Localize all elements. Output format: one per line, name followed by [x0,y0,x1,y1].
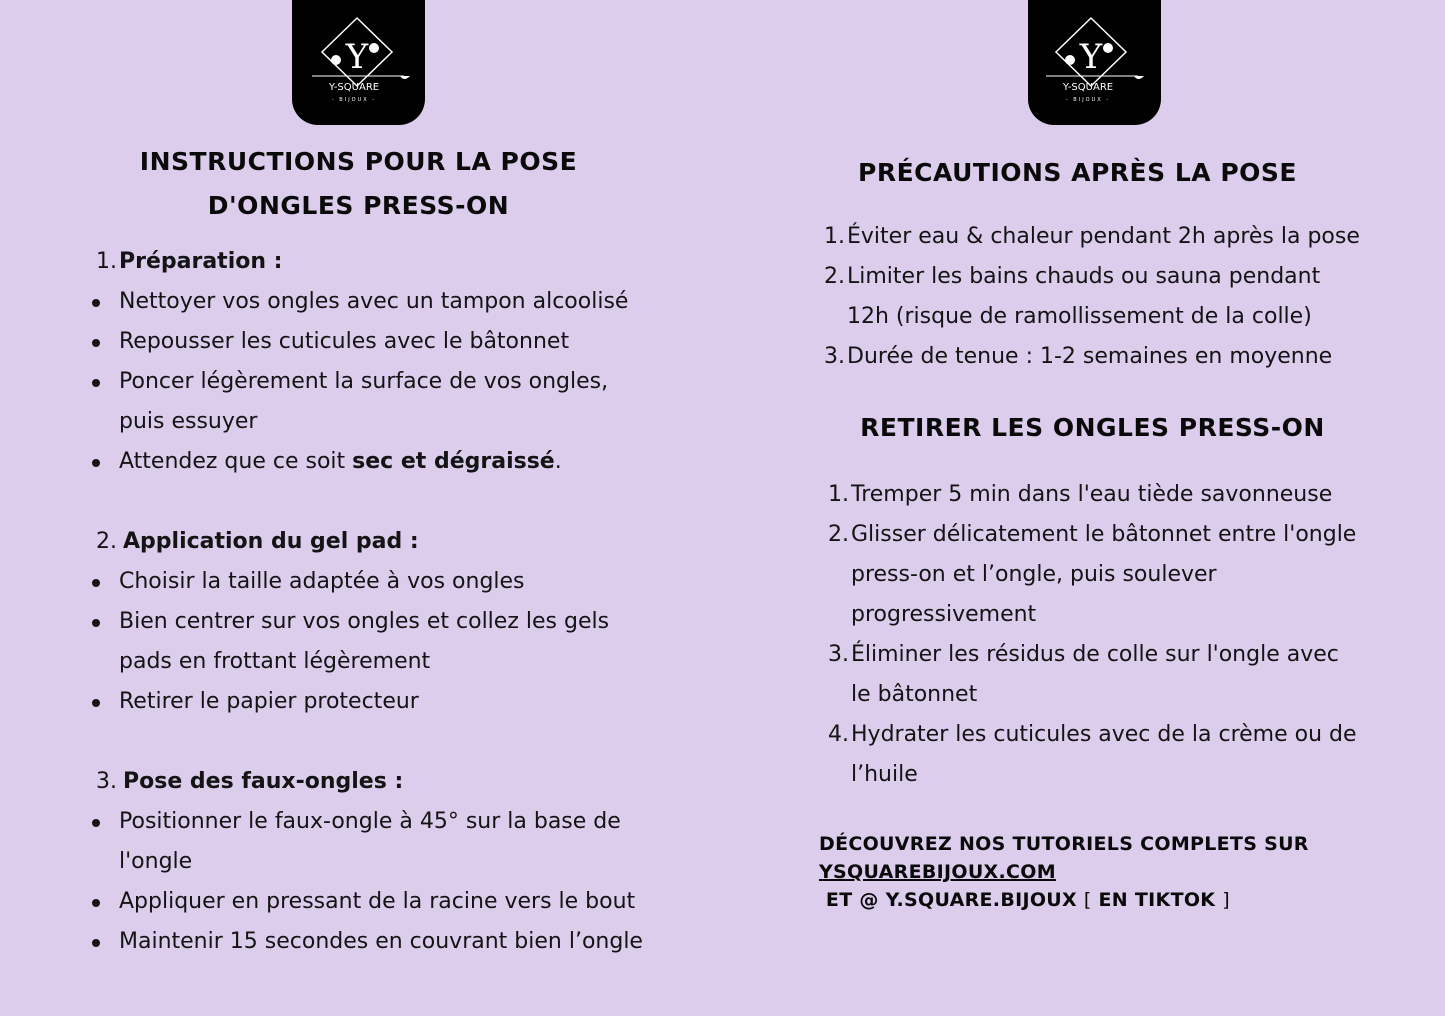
list-item [822,217,1392,257]
platform-name: EN TIKTOK [1091,889,1223,911]
list-item-continuation [826,555,1396,595]
section-heading-preparation [92,242,672,282]
item-text: le bâtonnet [851,682,978,707]
bullet-icon [92,619,100,627]
svg-text:- BIJOUX -: - BIJOUX - [1065,97,1111,103]
item-text [119,442,562,482]
list-item [92,562,672,602]
item-text: Positionner le faux-ongle à 45° sur la base de [119,809,621,834]
item-text: Nettoyer vos ongles avec un tampon alcoolisé [119,289,629,314]
item-text: press-on et l’ongle, puis soulever [851,562,1217,587]
list-item [92,282,672,322]
item-text: Repousser les cuticules avec le bâtonnet [119,329,570,354]
list-item [826,715,1396,755]
list-item-continuation [826,755,1396,795]
item-text: Glisser délicatement le bâtonnet entre l'ongle [851,522,1357,547]
bracket-open: [ [1083,889,1092,911]
title-line-1: INSTRUCTIONS POUR LA POSE [139,147,578,176]
svg-text:Y: Y [345,37,369,77]
bullet-icon [92,939,100,947]
item-number: 3. [824,344,845,369]
item-text: Éliminer les résidus de colle sur l'ongle avec [851,642,1339,667]
svg-text:Y: Y [1079,37,1103,77]
bullet-icon [92,379,100,387]
section-number: 2. [96,529,117,554]
item-prefix: Attendez que ce soit [119,449,353,474]
list-item-continuation [92,642,672,682]
item-text: Choisir la taille adaptée à vos ongles [119,569,525,594]
item-number: 2. [824,264,845,289]
bullet-icon [92,339,100,347]
bullet-icon [92,459,100,467]
item-text: Bien centrer sur vos ongles et collez les gels [119,609,610,634]
list-item [826,475,1396,515]
item-text: l’huile [851,762,918,787]
list-item [92,922,672,962]
y-square-logo-icon [1028,0,1161,125]
item-text: Poncer légèrement la surface de vos ongles, [119,369,609,394]
tiktok-handle[interactable]: ET @ Y.SQUARE.BIJOUX [819,889,1084,911]
footer-line-1: DÉCOUVREZ NOS TUTORIELS COMPLETS SUR [819,833,1309,855]
spacer [92,482,672,522]
section-title: Préparation : [119,249,283,274]
website-link[interactable]: YSQUAREBIJOUX.COM [819,861,1056,883]
item-text: pads en frottant légèrement [119,649,431,674]
footer-line-3 [819,886,1309,914]
list-item-continuation [92,842,672,882]
list-item [92,882,672,922]
list-item [822,337,1392,377]
item-text: Tremper 5 min dans l'eau tiède savonneuse [851,482,1333,507]
svg-text:- BIJOUX -: - BIJOUX - [331,97,377,103]
item-text: Hydrater les cuticules avec de la crème ou de [851,722,1357,747]
bullet-icon [92,899,100,907]
brand-logo-right [1028,0,1161,125]
bullet-icon [92,579,100,587]
list-item-continuation [92,402,672,442]
item-text: l'ongle [119,849,193,874]
section-title: Pose des faux-ongles : [123,769,404,794]
item-text: Éviter eau & chaleur pendant 2h après la pose [847,224,1360,249]
instructions-list [92,242,672,962]
list-item-continuation [822,297,1392,337]
bullet-icon [92,819,100,827]
section-heading-faux-ongles [92,762,672,802]
bullet-icon [92,699,100,707]
spacer [92,722,672,762]
bullet-icon [92,299,100,307]
item-number: 2. [828,522,849,547]
item-text: Maintenir 15 secondes en couvrant bien l’ongle [119,929,643,954]
removal-title: RETIRER LES ONGLES PRESS-ON [860,413,1325,442]
title-line-2: D'ONGLES PRESS-ON [207,191,510,220]
item-text: 12h (risque de ramollissement de la colle) [847,304,1312,329]
brand-logo-left [292,0,425,125]
item-number: 4. [828,722,849,747]
list-item [92,362,672,402]
section-number: 1. [96,249,117,274]
list-item-continuation [826,595,1396,635]
list-item [822,257,1392,297]
list-item-continuation [826,675,1396,715]
list-item [92,442,672,482]
item-text: Limiter les bains chauds ou sauna pendant [847,264,1321,289]
svg-text:Y-SQUARE: Y-SQUARE [328,82,380,93]
list-item [826,515,1396,555]
section-title: Application du gel pad : [123,529,419,554]
item-number: 3. [828,642,849,667]
removal-list [826,475,1396,795]
list-item [92,682,672,722]
list-item [92,602,672,642]
item-text: Retirer le papier protecteur [119,689,419,714]
item-number: 1. [828,482,849,507]
item-text: Durée de tenue : 1-2 semaines en moyenne [847,344,1333,369]
item-suffix: . [554,449,562,474]
bracket-close: ] [1222,889,1230,911]
list-item [92,802,672,842]
item-emphasis: sec et dégraissé [352,449,555,474]
list-item [92,322,672,362]
item-text: Appliquer en pressant de la racine vers le bout [119,889,636,914]
item-text: progressivement [851,602,1037,627]
precautions-list [822,217,1392,377]
precautions-title: PRÉCAUTIONS APRÈS LA POSE [858,158,1297,187]
section-heading-gel-pad [92,522,672,562]
instructions-title [100,140,617,228]
y-square-logo-icon [292,0,425,125]
svg-text:Y-SQUARE: Y-SQUARE [1062,82,1114,93]
section-number: 3. [96,769,117,794]
item-number: 1. [824,224,845,249]
tutorial-footer [819,830,1309,914]
list-item [826,635,1396,675]
item-text: puis essuyer [119,409,258,434]
